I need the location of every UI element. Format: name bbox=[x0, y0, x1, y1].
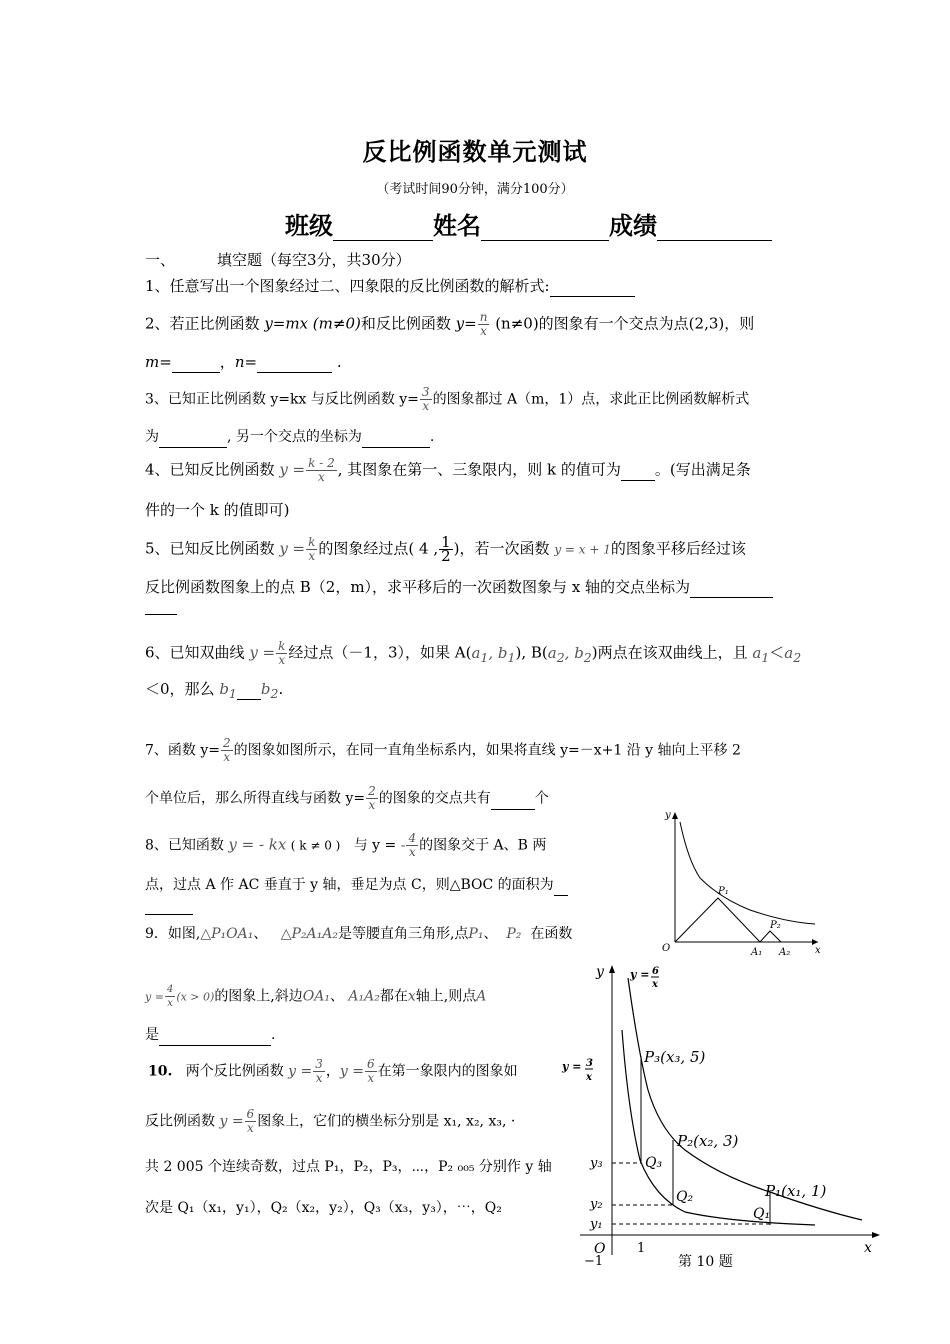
question-2: 2、若正比例函数 y=mx (m≠0)和反比例函数 y= $\frac{n}{x}$ (n≠0)的图象有一个交点为点(2,3)，则 bbox=[145, 310, 755, 338]
q1-answer-blank[interactable] bbox=[550, 276, 635, 297]
q5-answer-blank-cont[interactable] bbox=[145, 614, 177, 615]
question-6: 6、已知双曲线 y = $\frac{k}{x}$ 经过点（－1，3），如果 $A(a_1$, $b_1$), $B(a_2$, $b_2$)两点在该双曲线上，且 $a_1<a_2$ bbox=[145, 639, 802, 667]
origin-label: O bbox=[594, 1241, 606, 1257]
score-label: 成绩 bbox=[609, 211, 657, 240]
y-label: y bbox=[596, 964, 604, 980]
y-label: y bbox=[665, 810, 671, 821]
q6-answer-blank[interactable] bbox=[237, 679, 261, 700]
svg-text:6: 6 bbox=[652, 966, 659, 977]
q3-expr-blank[interactable] bbox=[159, 427, 227, 448]
figure-caption: 第 10 题 bbox=[678, 1254, 733, 1270]
q2-n-blank[interactable] bbox=[257, 352, 332, 373]
svg-text:x: x bbox=[586, 1072, 592, 1083]
p1-label: P₁(x₁, 1) bbox=[765, 1182, 827, 1200]
figure-q10-graph bbox=[560, 960, 890, 1274]
curve6-label: y = bbox=[630, 968, 650, 981]
question-8: 8、已知函数 y = - kx ( k ≠ 0 ) 与 y = - $\frac{4}{x}$ 的图象交于 A、B 两 bbox=[145, 831, 547, 859]
curve3-label: y = bbox=[562, 1060, 582, 1073]
question-5-cont: 反比例函数图象上的点 B（2，m），求平移后的一次函数图象与 x 轴的交点坐标为 bbox=[145, 577, 773, 598]
question-10: 10. 两个反比例函数 y = $\frac{3}{x}$ ，y = $\frac{6}{x}$ 在第一象限内的图象如 bbox=[148, 1058, 518, 1085]
svg-text:3: 3 bbox=[586, 1058, 593, 1069]
question-10-cont1: 反比例函数 y = $\frac{6}{x}$ 图象上，它们的横坐标分别是 x₁, x₂, x₃, · bbox=[145, 1108, 516, 1135]
x-label: x bbox=[815, 945, 821, 956]
q8-answer-blank[interactable] bbox=[554, 875, 568, 896]
origin-label: O bbox=[662, 943, 671, 954]
figure-q9-graph bbox=[620, 800, 830, 960]
y2-label: y₂ bbox=[590, 1197, 603, 1212]
question-3-cont: 为 , 另一个交点的坐标为 . bbox=[145, 427, 434, 448]
triangle-p2a1a2 bbox=[760, 931, 781, 942]
name-blank[interactable] bbox=[481, 211, 609, 241]
question-6-cont: ＜0，那么 $b_1$ $b_2$. bbox=[145, 680, 284, 701]
y1-label: y₁ bbox=[590, 1217, 603, 1232]
curve-y6x bbox=[628, 978, 862, 1220]
name-label: 姓名 bbox=[433, 211, 481, 240]
q5-answer-blank[interactable] bbox=[690, 577, 773, 598]
q3-label: Q₃ bbox=[645, 1155, 663, 1171]
question-10-cont2: 共 2 005 个连续奇数，过点 P₁，P₂，P₃，⋯，P₂ ₀₀₅ 分别作 y 轴 bbox=[145, 1159, 552, 1175]
p3-label: P₃(x₃, 5) bbox=[644, 1048, 706, 1066]
q7-answer-blank[interactable] bbox=[491, 789, 535, 810]
one-label: 1 bbox=[637, 1241, 646, 1256]
question-7-cont: 个单位后，那么所得直线与函数 y= $\frac{2}{x}$ 的图象的交点共有 个 bbox=[145, 784, 549, 812]
y-axis-arrow-icon bbox=[672, 812, 678, 819]
class-blank[interactable] bbox=[333, 211, 433, 241]
x-axis-arrow-icon bbox=[872, 1232, 880, 1238]
q8-answer-blank-cont[interactable] bbox=[145, 914, 193, 915]
student-info-line bbox=[285, 206, 772, 241]
question-1: 1、任意写出一个图象经过二、四象限的反比例函数的解析式: bbox=[145, 276, 635, 297]
q2-m-blank[interactable] bbox=[172, 352, 220, 373]
question-2-answers: m= ，n= . bbox=[145, 353, 342, 371]
question-4: 4、已知反比例函数 y = $\frac{k - 2}{x}$ , 其图象在第一、三象限内，则 k 的值可为 。(写出满足条 bbox=[145, 456, 751, 484]
p2-label: P₂(x₂, 3) bbox=[677, 1132, 739, 1150]
triangle-p1oa1 bbox=[675, 898, 760, 942]
p1-label: P₁ bbox=[718, 886, 729, 897]
neg-one-label: −1 bbox=[584, 1254, 604, 1269]
score-blank[interactable] bbox=[657, 211, 772, 241]
page-title: 反比例函数单元测试 bbox=[362, 137, 588, 166]
p2-label: P₂ bbox=[770, 920, 781, 931]
x-label: x bbox=[864, 1240, 872, 1256]
a1-label: A₁ bbox=[751, 947, 763, 958]
question-8-cont: 点，过点 A 作 AC 垂直于 y 轴，垂足为点 C，则△BOC 的面积为 bbox=[145, 875, 568, 896]
question-9-answer: 是 . bbox=[145, 1025, 275, 1046]
question-5: 5、已知反比例函数 y = $\frac{k}{x}$ 的图象经过点( 4 , $\frac{1}{2}$ )，若一次函数 y = x + 1的图象平移后经过该 bbox=[145, 533, 746, 565]
y3-label: y₃ bbox=[590, 1156, 603, 1171]
exam-subtitle: （考试时间90分钟，满分100分） bbox=[376, 182, 574, 197]
q3-point-blank[interactable] bbox=[362, 427, 430, 448]
q9-answer-blank[interactable] bbox=[159, 1025, 271, 1046]
y-axis-arrow-icon bbox=[609, 965, 615, 973]
q1-label: Q₁ bbox=[753, 1206, 771, 1222]
question-4-cont: 件的一个 k 的值即可) bbox=[145, 501, 290, 519]
a2-label: A₂ bbox=[779, 947, 791, 958]
question-9-cont: y = $\frac{4}{x}$ (x > 0)的图象上,斜边OA₁、 A₁A₂都在x轴上,则点A bbox=[145, 984, 487, 1009]
svg-text:x: x bbox=[652, 979, 658, 990]
question-3: 3、已知正比例函数 y=kx 与反比例函数 y= $\frac{3}{x}$ 的图象都过 A（m，1）点，求此正比例函数解析式 bbox=[145, 385, 750, 413]
question-10-cont3: 次是 Q₁（x₁，y₁），Q₂（x₂，y₂），Q₃（x₃，y₃），⋯，Q₂ bbox=[145, 1200, 502, 1216]
q4-answer-blank[interactable] bbox=[621, 460, 655, 481]
hyperbola-curve bbox=[680, 822, 815, 924]
class-label: 班级 bbox=[285, 211, 333, 240]
q2-label: Q₂ bbox=[676, 1189, 694, 1205]
question-9: 9．如图,△P₁OA₁、 △P₂A₁A₂是等腰直角三角形,点P₁、 P₂ 在函数 bbox=[145, 926, 573, 942]
question-7: 7、函数 y= $\frac{2}{x}$ 的图象如图所示，在同一直角坐标系内，如果将直线 y=－x+1 沿 y 轴向上平移 2 bbox=[145, 736, 741, 764]
section-heading: 一、 填空题（每空3分，共30分） bbox=[145, 251, 411, 269]
